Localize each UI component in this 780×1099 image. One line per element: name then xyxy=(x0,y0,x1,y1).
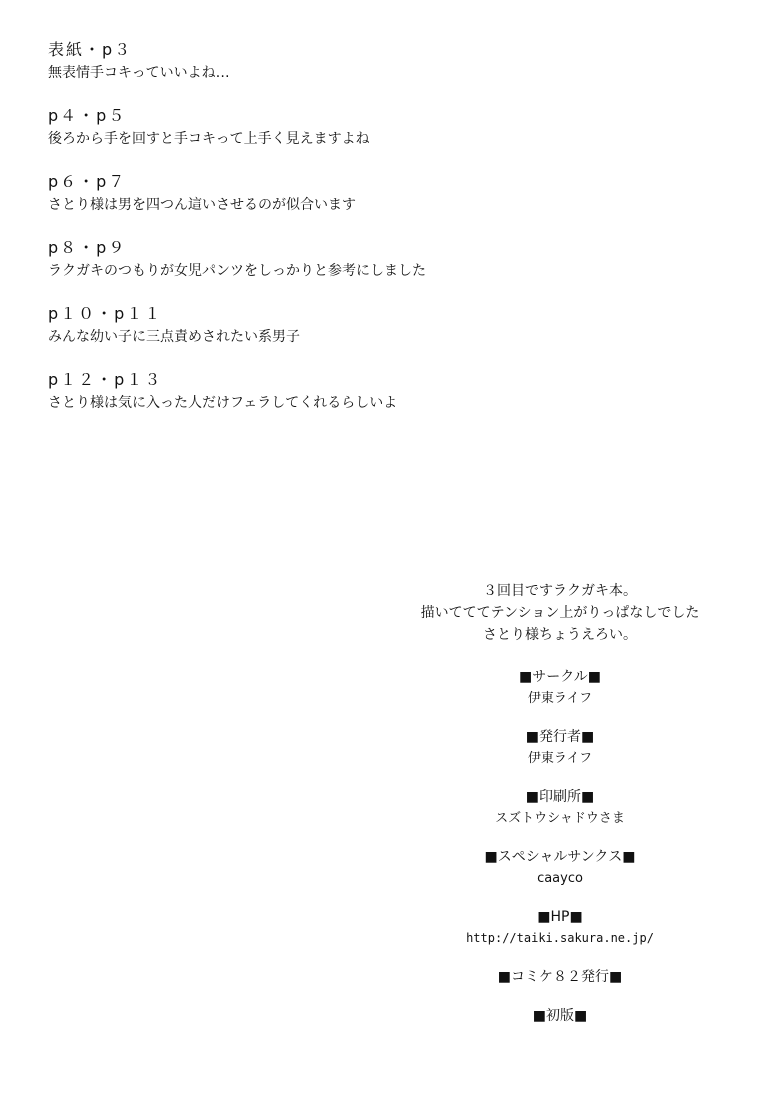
page-note-text: ラクガキのつもりが女児パンツをしっかりと参考にしました xyxy=(48,263,426,279)
credit-heading: ■HP■ xyxy=(537,909,583,925)
afterword-line: さとり様ちょうえろい。 xyxy=(483,627,637,643)
credit-heading: ■発行者■ xyxy=(525,729,595,745)
page-notes-list xyxy=(48,38,568,434)
page-note-heading: p６・p７ xyxy=(48,172,127,191)
credit-value: caayco xyxy=(537,871,583,886)
credit-printer xyxy=(400,786,720,829)
page-note xyxy=(48,302,568,348)
page-note-heading: p４・p５ xyxy=(48,106,127,125)
colophon xyxy=(400,580,720,1044)
page-note-text: 無表情手コキっていいよね… xyxy=(48,65,230,81)
credit-homepage xyxy=(400,906,720,949)
afterword-line: ３回目ですラクガキ本。 xyxy=(483,583,637,599)
credit-value: 伊東ライフ xyxy=(527,751,593,766)
credit-circle xyxy=(400,666,720,709)
credit-special-thanks xyxy=(400,846,720,889)
credit-value: スズトウシャドウさま xyxy=(495,811,625,826)
page-note-heading: p８・p９ xyxy=(48,238,127,257)
page-note xyxy=(48,38,568,84)
credit-heading: ■印刷所■ xyxy=(525,789,595,805)
page-note-heading: p１２・p１３ xyxy=(48,370,163,389)
page-note-text: みんな幼い子に三点責めされたい系男子 xyxy=(48,329,300,345)
page-note xyxy=(48,170,568,216)
page-note-text: さとり様は男を四つん這いさせるのが似合います xyxy=(48,197,356,213)
credit-heading: ■コミケ８２発行■ xyxy=(497,969,623,985)
page-note xyxy=(48,104,568,150)
credit-value: 伊東ライフ xyxy=(527,691,593,706)
credit-event xyxy=(400,966,720,988)
page-note xyxy=(48,368,568,414)
credit-heading: ■スペシャルサンクス■ xyxy=(484,849,636,865)
page-note-heading: 表紙・p３ xyxy=(48,40,133,59)
page-note-text: さとり様は気に入った人だけフェラしてくれるらしいよ xyxy=(48,395,398,411)
credit-publisher xyxy=(400,726,720,769)
afterword-line: 描いてててテンション上がりっぱなしでした xyxy=(420,605,700,621)
credit-heading: ■初版■ xyxy=(532,1008,588,1024)
homepage-url: http://taiki.sakura.ne.jp/ xyxy=(466,931,654,945)
afterword xyxy=(400,580,720,646)
page-note-text: 後ろから手を回すと手コキって上手く見えますよね xyxy=(48,131,370,147)
page-note-heading: p１０・p１１ xyxy=(48,304,163,323)
page-note xyxy=(48,236,568,282)
credit-heading: ■サークル■ xyxy=(518,669,602,685)
credit-edition xyxy=(400,1005,720,1027)
